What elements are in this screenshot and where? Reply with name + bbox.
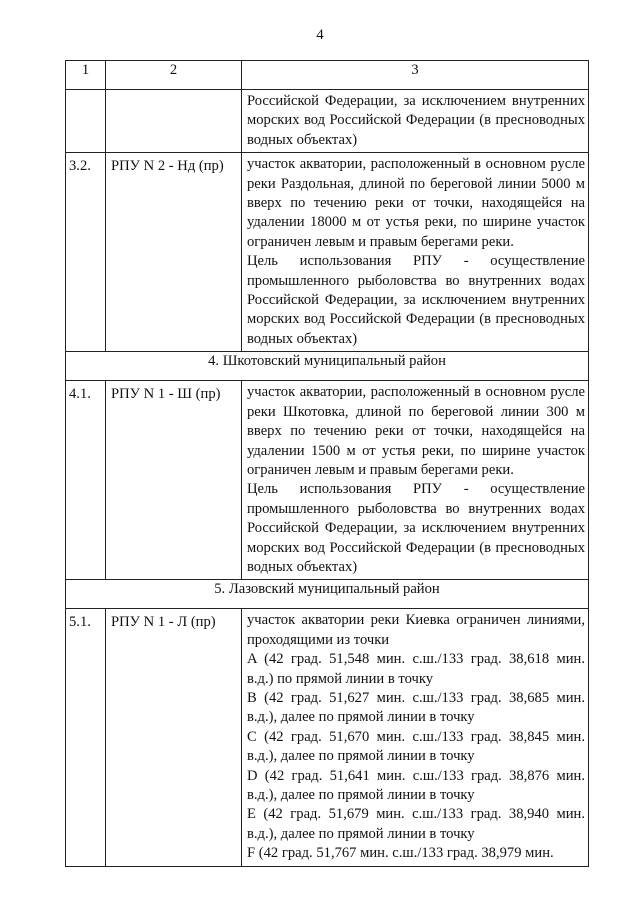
header-col-3: 3 [242,61,589,90]
row-number: 3.2. [66,153,106,352]
description-paragraph: B (42 град. 51,627 мин. с.ш./133 град. 38,685 мин. в.д.), далее по прямой линии в точку [247,689,585,726]
table-row [66,153,589,352]
section-title: 4. Шкотовский муниципальный район [66,352,589,381]
row-description [242,153,589,352]
row-description [242,609,589,866]
row-number: 5.1. [66,609,106,866]
row-name: РПУ N 1 - Л (пр) [106,609,242,866]
document-table [65,60,589,867]
description-paragraph: C (42 град. 51,670 мин. с.ш./133 град. 38,845 мин. в.д.), далее по прямой линии в точку [247,728,585,765]
table-header-row [66,61,589,90]
description-paragraph: A (42 град. 51,548 мин. с.ш./133 град. 38,618 мин. в.д.) по прямой линии в точку [247,651,585,687]
header-col-1: 1 [66,61,106,90]
header-col-2: 2 [106,61,242,90]
row-description [242,90,589,153]
row-name [106,90,242,153]
description-paragraph: участок акватории, расположенный в основном русле реки Раздольная, длиной по береговой линии 5000 м вверх по течению реки от точки, находящейся на удалении 18000 м от устья реки, по ширине участок ограничен левым и правым берегами реки. [247,156,585,250]
description-paragraph: E (42 град. 51,679 мин. с.ш./133 град. 38,940 мин. в.д.), далее по прямой линии в точку [247,806,585,842]
description-paragraph: Российской Федерации, за исключением внутренних морских вод Российской Федерации (в пресноводных водных объектах) [247,93,585,148]
section-row [66,352,589,381]
row-name: РПУ N 2 - Нд (пр) [106,153,242,352]
description-paragraph: участок акватории, расположенный в основном русле реки Шкотовка, длиной по береговой линии 300 м вверх по течению реки от точки, находящейся на удалении 1500 м от устья реки, по ширине участок ограничен левым и правым берегами реки. [247,384,585,478]
row-number [66,90,106,153]
description-paragraph: Цель использования РПУ - осуществление промышленного рыболовства во внутренних водах Российской Федерации, за исключением внутренних морских вод Российской Федерации (в пресноводных водных объектах) [247,481,585,575]
row-name: РПУ N 1 - Ш (пр) [106,381,242,580]
description-paragraph: участок акватории реки Киевка ограничен линиями, проходящими из точки [247,612,585,648]
table-row [66,90,589,153]
table-row [66,609,589,866]
table-row [66,381,589,580]
page-number: 4 [316,27,324,43]
section-row [66,580,589,609]
row-description [242,381,589,580]
description-paragraph: F (42 град. 51,767 мин. с.ш./133 град. 38,979 мин. [247,845,554,862]
row-number: 4.1. [66,381,106,580]
description-paragraph: D (42 град. 51,641 мин. с.ш./133 град. 38,876 мин. в.д.), далее по прямой линии в точку [247,767,585,803]
description-paragraph: Цель использования РПУ - осуществление промышленного рыболовства во внутренних водах Российской Федерации, за исключением внутренних морских вод Российской Федерации (в пресноводных водных объектах) [247,253,585,347]
section-title: 5. Лазовский муниципальный район [66,580,589,609]
